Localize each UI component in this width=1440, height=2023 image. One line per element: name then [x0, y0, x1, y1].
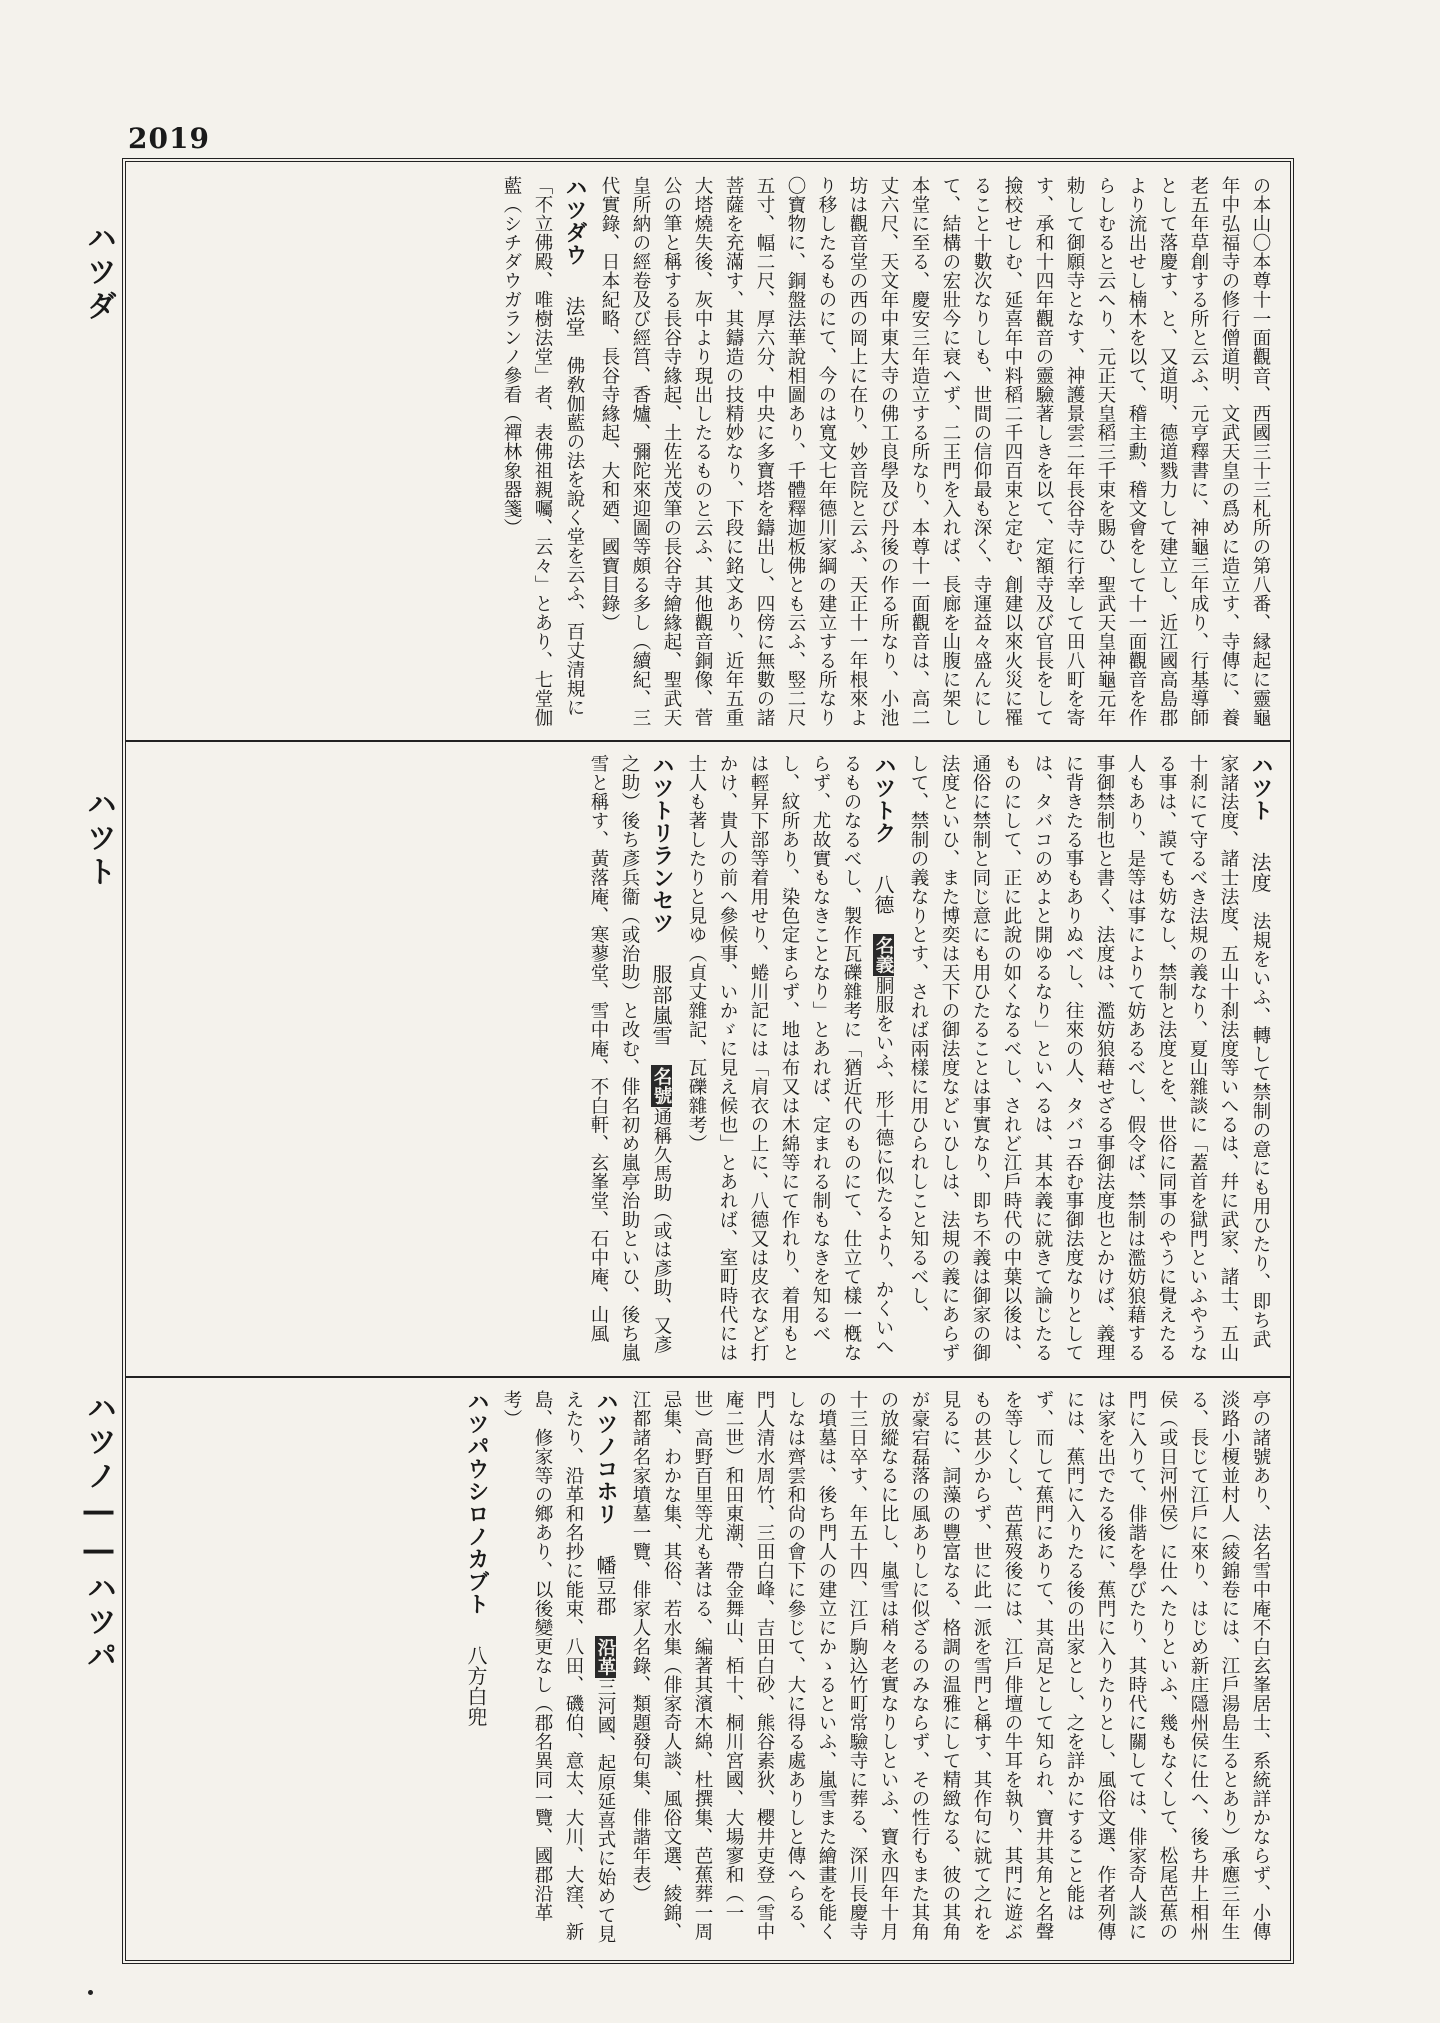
entry-headword: ハツノコホリ	[593, 1390, 618, 1525]
entry-hattsudou	[496, 176, 590, 728]
entry-continuation	[625, 1390, 1276, 1950]
entry-headword: ハツト	[1248, 754, 1273, 822]
entry-tag: 名義	[873, 936, 894, 974]
entry-text: 胴服をいふ、形十德に似たるより、かくいへるものなるべし、製作瓦礫雜考に「猶近代のものにて、仕立て樣一槪ならず、尤故實もなきことなり」とあれば、定まれる制もなきを知るべし、紋所あり、染色定まらず、地は布又は木綿等にて作れり、着用もとは輕昇下部等着用せり、蜷川記には「肩衣の上に、八德又は皮衣など打かけ、貴人の前へ參候事、いかゞに見え候也」とあれば、室町時代には士人も著したりと見ゆ（貞丈雜記、瓦礫雜考）	[686, 754, 894, 1362]
entry-continuation	[594, 176, 1276, 728]
entry-happou-shiro-no-kabuto	[460, 1390, 492, 1950]
entry-tag: 沿革	[595, 1637, 616, 1676]
page-mark	[88, 1990, 93, 1995]
section-divider	[126, 1376, 1290, 1378]
entry-kanji: 法堂	[562, 296, 586, 337]
entry-text: 通稱久馬助（或は彥助、又彥之助）後ち彥兵衞（或治助）と改む、俳名初め嵐亭治助といひ、後ち嵐雪と稱す、黃落庵、寒蓼堂、雪中庵、不白軒、玄峯堂、石中庵、山風	[588, 754, 672, 1362]
entry-hatsu-no-kohori	[496, 1390, 621, 1950]
entry-text: の本山〇本尊十一面觀音、西國三十三札所の第八番、縁起に靈龜年中弘福寺の修行僧道明、文武天皇の爲めに造立す、寺傳に、養老五年草創する所と云ふ、元亨釋書に、神龜三年成り、行基導師として落慶す、と、又道明、德道戮力して建立し、近江國高島郡より流出せし楠木を以て、稽主勳、稽文會をして十一面觀音を作らしむると云へり、元正天皇稻三千束を賜ひ、聖武天皇神龜元年勅して御願寺となす、神護景雲二年長谷寺に行幸して田八町を寄す、承和十四年觀音の靈驗著しきを以て、定額寺及び官長をして撿校せしむ、延喜年中料稻二千四百束と定む、創建以來火災に罹ること十數次なりしも、世間の信仰最も深く、寺運益々盛んにして、結構の宏壯今に衰へず、二王門を入れば、長廊を山腹に架し本堂に至る、慶安三年造立する所なり、本尊十一面觀音は、高二丈六尺、天文年中東大寺の佛工良學及び丹後の作る所なり、小池坊は觀音堂の西の岡上に在り、妙音院と云ふ、天正十一年根來より移したるものにて、今のは寬文七年德川家綱の建立する所なり〇寶物に、銅盤法華說相圖あり、千體釋迦板佛とも云ふ、竪二尺五寸、幅二尺、厚六分、中央に多寶塔を鑄出し、四傍に無數の諸菩薩を充滿す、其鑄造の技精妙なり、下段に銘文あり、近年五重大塔燒失後、灰中より現出したるものと云ふ、其他觀音銅像、菅公の筆と稱する長谷寺緣起、土佐光茂筆の長谷寺繪緣起、聖武天皇所納の經卷及び經筥、香爐、彌陀來迎圖等頗る多し（續紀、三代實錄、日本紀略、長谷寺緣起、大和廼、國寶目錄）	[599, 176, 1271, 727]
section-middle	[140, 754, 1276, 1364]
entry-hatto	[903, 754, 1276, 1364]
entry-kanji: 八德	[871, 874, 895, 915]
entry-tag: 名號	[651, 1067, 672, 1105]
entry-headword: ハツトリランセツ	[649, 754, 674, 934]
guide-word-1: ハツダ	[81, 222, 116, 324]
entry-text: 三河國、起原延喜式に始めて見えたり、沿革和名抄に能束、八田、磯伯、意太、大川、大窪、新島、修家等の鄉あり、以後變更なし（郡名異同一覽、國郡沿革考）	[501, 1390, 616, 1944]
entry-kanji: 服部嵐雪	[649, 964, 673, 1046]
entry-text: 法規をいふ、轉して禁制の意にも用ひたり、即ち武家諸法度、諸士法度、五山十刹法度等いへるは、幷に武家、諸士、五山十刹にて守るべき法規の義なり、夏山雜談に「蓋首を獄門といふやうなる事は、謨ても妨なし、禁制と法度とを、世俗に同事のやうに覺えたる人もあり、是等は事によりて妨あるべし、假令ば、禁制は濫妨狼藉する事御禁制也と書く、法度は、濫妨狼藉せざる事御法度也とかけば、義理に背きたる事もありぬべし、往來の人、タバコ吞む事御法度なりとしては、タバコのめよと開ゆるなり」といへるは、其本義に就きて論じたるものにして、正に此說の如くなるべし、されど江戶時代の中葉以後は、通俗に禁制と同じ意にも用ひたることは事實なり、即ち不義は御家の御法度といひ、また博奕は天下の御法度などいひしは、法規の義にあらずして、禁制の義なりとす、されば兩樣に用ひられしこと知るべし、	[908, 754, 1271, 1362]
entry-hattoku	[681, 754, 899, 1364]
section-top	[140, 176, 1276, 728]
entry-headword: ハツトク	[871, 754, 896, 844]
entry-headword: ハツダウ	[562, 176, 587, 266]
guide-word-3: ハツノ――ハツパ	[81, 1392, 116, 1674]
page-number: 2019	[128, 122, 210, 155]
guide-word-2: ハツト	[81, 788, 116, 890]
entry-kanji: 幡豆郡	[593, 1555, 617, 1617]
section-bottom	[140, 1390, 1276, 1950]
entry-kanji: 八方白兜	[464, 1645, 488, 1727]
entry-headword: ハツパウシロノカブト	[464, 1390, 489, 1615]
section-divider	[126, 740, 1290, 742]
entry-kanji: 法度	[1248, 851, 1272, 893]
entry-text: 佛敎伽藍の法を說く堂を云ふ、百丈清規に「不立佛殿、唯樹法堂」者、表佛祖親囑、云々」とあり、七堂伽藍（シチダウガランノ參看（禪林象器箋）	[501, 176, 585, 727]
entry-hattori-ransetsu	[583, 754, 677, 1364]
page-frame	[122, 158, 1294, 1964]
entry-text: 亭の諸號あり、法名雪中庵不白玄峯居士、系統詳かならず、小傳淡路小榎並村人（綾錦卷には、江戶湯島生るとあり）承應三年生る、長じて江戶に來り、はじめ新庄隱州侯に仕へ、後ち井上相州侯（或日河州侯）に仕へたりといふ、幾もなくして、松尾芭蕉の門に入りて、俳諧を學びたり、其時代に關しては、俳家奇人談には家を出でたる後に、蕉門に入りたりとし、風俗文選、作者列傳には、蕉門に入りたる後の出家とし、之を詳かにすること能はず、而して蕉門にありて、其高足として知られ、寶井其角と名聲を等しくし、芭蕉歿後には、江戶俳壇の牛耳を執り、其門に遊ぶもの甚少からず、世に此一派を雪門と稱す、其作句に就て之れを見るに、詞藻の豐富なる、格調の温雅にして精緻なる、彼の其角が豪宕磊落の風ありしに似ざるのみならず、その性行もまた其角の放縱なるに比し、嵐雪は稍々老實なりしといふ、寶永四年十月十三日卒す、年五十四、江戶駒込竹町常驗寺に葬る、深川長慶寺の墳墓は、後ち門人の建立にかゝるといふ、嵐雪また繪畫を能くしなは齊雲和尙の會下に參じて、大に得る處ありしと傳へらる、門人清水周竹、三田白峰、吉田白砂、熊谷素狄、櫻井吏登（雪中庵二世）和田東潮、帶金舞山、栢十、桐川宮國、大場寥和（一世）高野百里等尤も著はる、編著其濱木綿、杜撰集、芭蕉葬一周忌集、わかな集、其俗、若水集（俳家奇人談、風俗文選、綾錦、江都諸名家墳墓一覽、俳家人名錄、類題發句集、俳諧年表）	[630, 1390, 1271, 1941]
